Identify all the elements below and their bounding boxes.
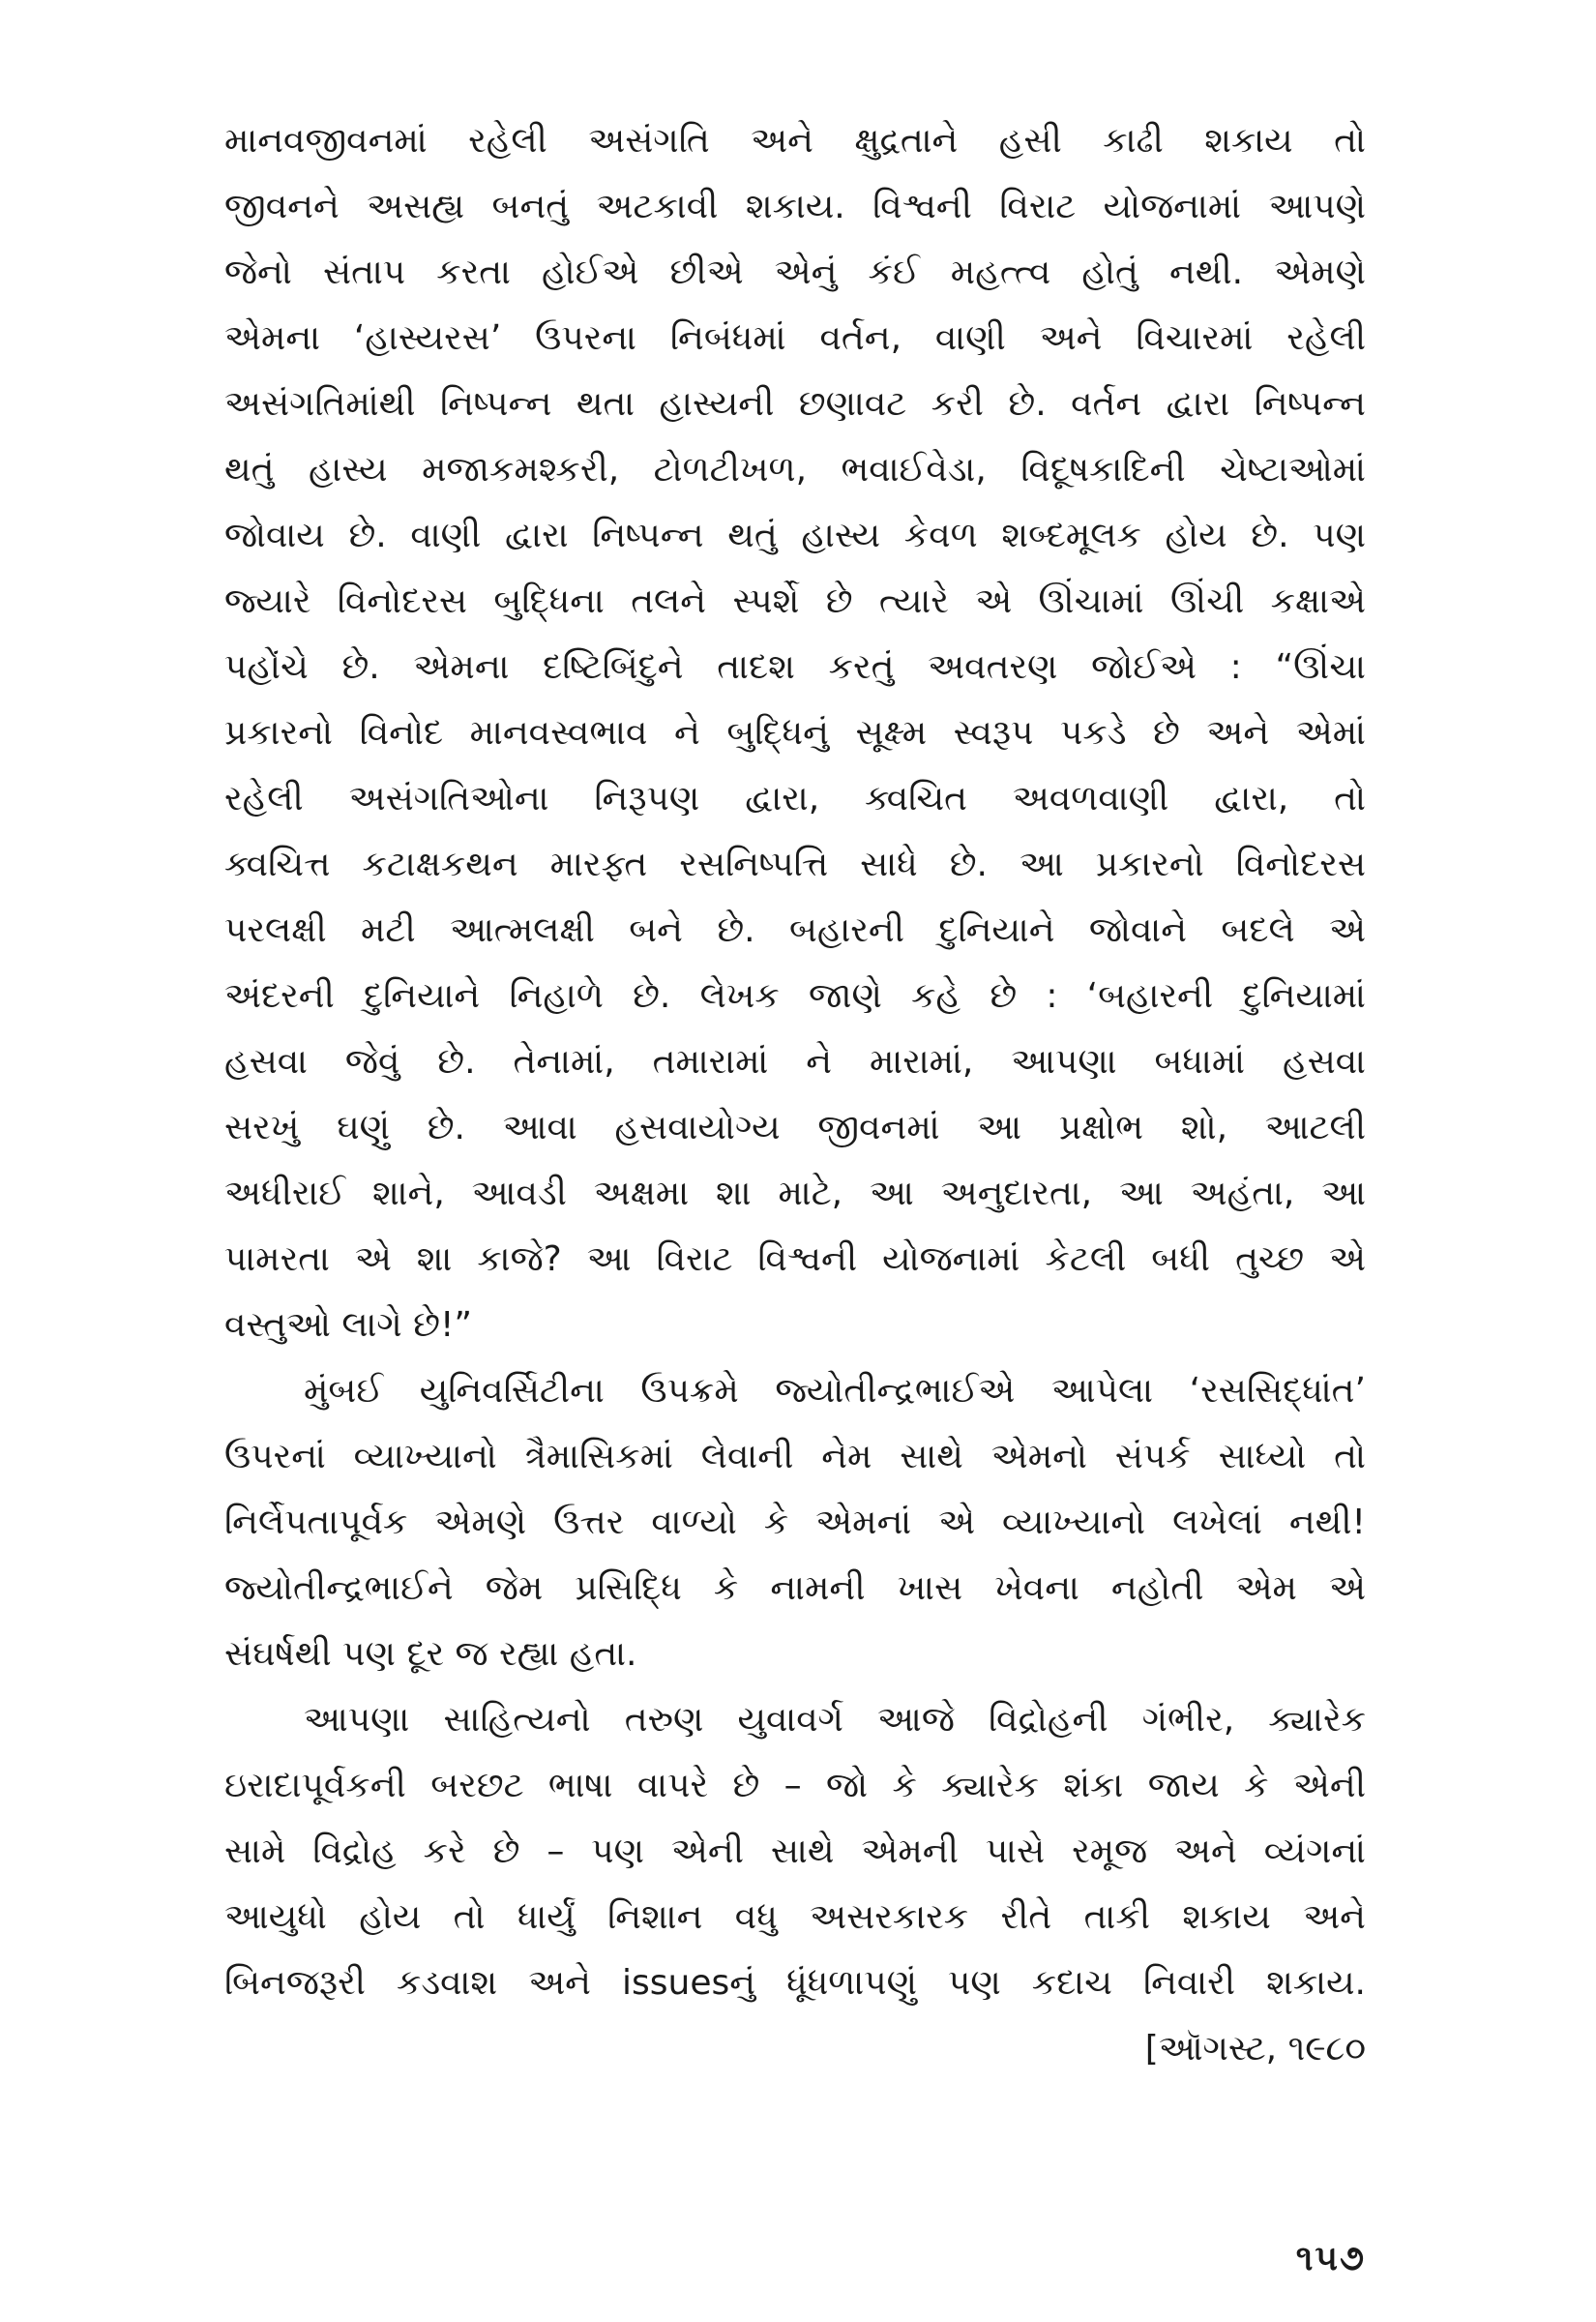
paragraph-2 bbox=[224, 1358, 1366, 1687]
text-line: ઇરાદાપૂર્વકની બરછટ ભાષા વાપરે છે – જો કે ક્યારેક શંકા જાય કે એની bbox=[224, 1766, 1366, 1805]
text-line: આયુધો હોય તો ધાર્યું નિશાન વધુ અસરકારક રીતે તાકી શકાય અને bbox=[224, 1897, 1366, 1937]
text-line: આપણા સાહિત્યનો તરુણ યુવાવર્ગ આજે વિદ્રોહની ગંભીર, ક્યારેક bbox=[304, 1700, 1366, 1740]
text-line: અસંગતિમાંથી નિષ્પન્ન થતા હાસ્યની છણાવટ કરી છે. વર્તન દ્વારા નિષ્પન્ન bbox=[224, 384, 1366, 424]
text-line: પામરતા એ શા કાજે? આ વિરાટ વિશ્વની યોજનામાં કેટલી બધી તુચ્છ એ bbox=[224, 1239, 1366, 1279]
text-line: જેનો સંતાપ કરતા હોઈએ છીએ એનું કંઈ મહત્ત્વ હોતું નથી. એમણે bbox=[224, 253, 1366, 292]
text-line: એમના ‘હાસ્યરસ’ ઉપરના નિબંધમાં વર્તન, વાણી અને વિચારમાં રહેલી bbox=[224, 318, 1366, 358]
text-line: સામે વિદ્રોહ કરે છે – પણ એની સાથે એમની પાસે રમૂજ અને વ્યંગનાં bbox=[224, 1831, 1366, 1871]
text-line: ઉપરનાં વ્યાખ્યાનો ત્રૈમાસિકમાં લેવાની નેમ સાથે એમનો સંપર્ક સાધ્યો તો bbox=[224, 1437, 1366, 1476]
text-line: અધીરાઈ શાને, આવડી અક્ષમા શા માટે, આ અનુદારતા, આ અહંતા, આ bbox=[224, 1174, 1366, 1213]
text-line: સંઘર્ષથી પણ દૂર જ રહ્યા હતા. bbox=[224, 1634, 637, 1674]
text-line: રહેલી અસંગતિઓના નિરૂપણ દ્વારા, ક્વચિત અવળવાણી દ્વારા, તો bbox=[224, 779, 1366, 819]
text-line: પહોંચે છે. એમના દષ્ટિબિંદુને તાદશ કરતું અવતરણ જોઈએ : “ઊંચા bbox=[224, 647, 1366, 687]
paragraph-3 bbox=[224, 1687, 1366, 2082]
text-line: વસ્તુઓ લાગે છે!” bbox=[224, 1305, 473, 1345]
text-line: જીવનને અસહ્ય બનતું અટકાવી શકાય. વિશ્વની વિરાટ યોજનામાં આપણે bbox=[224, 187, 1366, 226]
text-line: જ્યારે વિનોદરસ બુદ્ધિના તલને સ્પર્શે છે ત્યારે એ ઊંચામાં ઊંચી કક્ષાએ bbox=[224, 581, 1366, 621]
text-line: અંદરની દુનિયાને નિહાળે છે. લેખક જાણે કહે છે : ‘બહારની દુનિયામાં bbox=[224, 976, 1366, 1016]
body-text bbox=[224, 108, 1366, 2082]
text-line: સરખું ઘણું છે. આવા હસવાયોગ્ય જીવનમાં આ પ્રક્ષોભ શો, આટલી bbox=[224, 1108, 1366, 1147]
page-number: ૧૫૭ bbox=[1295, 2239, 1366, 2278]
text-line: ક્વચિત્ત કટાક્ષકથન મારફ્ત રસનિષ્પત્તિ સાધે છે. આ પ્રકારનો વિનોદરસ bbox=[224, 845, 1366, 884]
text-line: જ્યોતીન્દ્રભાઈને જેમ પ્રસિદ્ધિ કે નામની ખાસ ખેવના નહોતી એમ એ bbox=[224, 1568, 1366, 1608]
text-line: માનવજીવનમાં રહેલી અસંગતિ અને ક્ષુદ્રતાને હસી કાઢી શકાય તો bbox=[224, 121, 1366, 161]
text-line: પરલક્ષી મટી આત્મલક્ષી બને છે. બહારની દુનિયાને જોવાને બદલે એ bbox=[224, 910, 1366, 950]
text-line: જોવાય છે. વાણી દ્વારા નિષ્પન્ન થતું હાસ્ય કેવળ શબ્દમૂલક હોય છે. પણ bbox=[224, 516, 1366, 555]
text-line: પ્રકારનો વિનોદ માનવસ્વભાવ ને બુદ્ધિનું સૂક્ષ્મ સ્વરૂપ પકડે છે અને એમાં bbox=[224, 713, 1366, 753]
text-line: બિનજરૂરી કડવાશ અને issuesનું ધૂંધળાપણું પણ કદાચ નિવારી શકાય. bbox=[224, 1963, 1366, 2003]
dateline: [ઑગસ્ટ, ૧૯૮૦ bbox=[1144, 2029, 1366, 2069]
text-line: થતું હાસ્ય મજાકમશ્કરી, ટોળટીખળ, ભવાઈવેડા, વિદૂષકાદિની ચેષ્ટાઓમાં bbox=[224, 450, 1366, 490]
text-line: નિર્લેપતાપૂર્વક એમણે ઉત્તર વાળ્યો કે એમનાં એ વ્યાખ્યાનો લખેલાં નથી! bbox=[224, 1503, 1366, 1542]
text-line: મુંબઈ યુનિવર્સિટીના ઉપક્રમે જ્યોતીન્દ્રભાઈએ આપેલા ‘રસસિદ્ધાંત’ bbox=[304, 1371, 1366, 1411]
text-line: હસવા જેવું છે. તેનામાં, તમારામાં ને મારામાં, આપણા બધામાં હસવા bbox=[224, 1042, 1366, 1082]
paragraph-1 bbox=[224, 108, 1366, 1358]
